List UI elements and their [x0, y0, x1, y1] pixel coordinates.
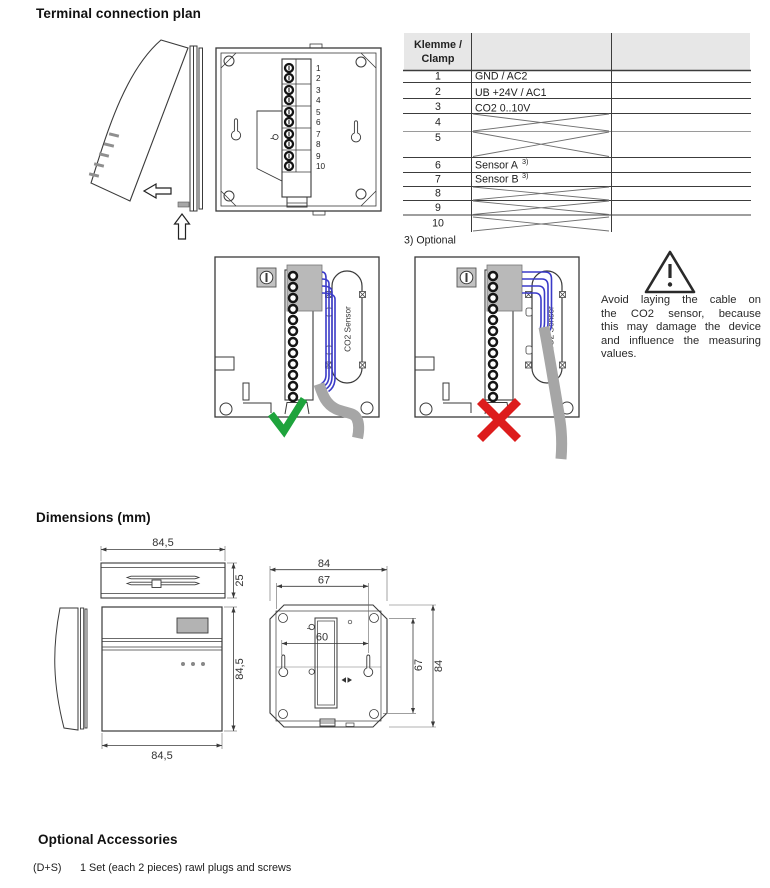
dim-label: 67 [317, 574, 331, 587]
accessory-item [33, 862, 291, 874]
table-cell: 5 [435, 132, 441, 144]
device-views [55, 563, 225, 731]
dim-label: 84 [433, 659, 445, 673]
table-cell: Sensor A [475, 159, 518, 172]
table-cell: UB +24V / AC1 [475, 87, 547, 99]
rotary-switch [457, 268, 476, 287]
table-header: Clamp [421, 53, 455, 65]
accessory-description: 1 Set (each 2 pieces) rawl plugs and screws [80, 862, 292, 874]
detach-direction-arrow-icon [144, 184, 171, 198]
dimensions-backplate-view [246, 543, 458, 773]
terminal-number: 4 [316, 96, 321, 105]
terminal-number: 10 [316, 162, 326, 171]
terminal-number: 8 [316, 140, 321, 149]
dim-label: 84,5 [152, 537, 174, 549]
wall-plate-edge [190, 46, 203, 211]
cover-outline [91, 40, 188, 201]
table-signal-labels [475, 71, 547, 186]
accessory-code: (D+S) [33, 862, 62, 874]
section-title-terminal: Terminal connection plan [36, 6, 201, 21]
dim-label: 67 [413, 658, 425, 672]
table-cell: 1 [435, 70, 441, 83]
footnote-marker: 3) [522, 171, 529, 180]
rotary-switch [257, 268, 276, 287]
co2-sensor-label: CO2 Sensor [545, 306, 556, 352]
table-cell: 6 [435, 159, 441, 172]
warning-line: this may damage the device [601, 321, 761, 334]
terminal-number: 7 [316, 130, 321, 139]
backplate-drawing [270, 605, 387, 727]
table-cell: 10 [432, 217, 444, 230]
dim-label: 84,5 [234, 658, 246, 680]
table-cell: CO2 0..10V [475, 102, 531, 115]
table-clamp-numbers [432, 71, 444, 230]
terminal-number: 2 [316, 74, 321, 83]
terminal-table [403, 33, 755, 249]
release-direction-arrow-icon [175, 214, 190, 239]
footnote-marker: 3) [522, 157, 529, 166]
display-window [177, 618, 208, 633]
device-cover-diagram [58, 28, 224, 242]
dimensions-front-views [38, 533, 250, 775]
dim-label: 25 [234, 574, 246, 587]
terminal-number: 1 [316, 64, 321, 73]
warning-line: Avoid laying the cable on [601, 294, 761, 306]
plate-foot [178, 202, 189, 207]
table-cell: 7 [435, 173, 441, 186]
table-cell: 2 [435, 86, 441, 98]
table-cell: Sensor B [475, 173, 519, 186]
table-cell: 8 [435, 187, 441, 200]
section-title-dimensions: Dimensions (mm) [36, 510, 151, 525]
dim-label: 84 [317, 558, 331, 570]
wiring-diagram-wrong [414, 253, 590, 465]
warning-text [601, 294, 761, 362]
table-cell: 4 [435, 116, 441, 129]
table-header: Klemme / [413, 39, 463, 51]
table-footnote: 3) Optional [404, 234, 456, 247]
backplate-body [216, 44, 381, 215]
warning-triangle-icon [642, 247, 698, 297]
table-cell: 9 [435, 202, 441, 214]
table-cell: GND / AC2 [475, 70, 528, 83]
table-cell: 3 [435, 101, 441, 113]
terminal-number: 5 [316, 108, 321, 117]
section-title-accessories: Optional Accessories [38, 832, 178, 847]
wiring-diagram-correct [214, 253, 390, 463]
terminal-number: 6 [316, 118, 321, 127]
co2-sensor-label: CO2 Sensor [342, 306, 353, 352]
terminal-number: 9 [316, 152, 321, 161]
warning-line: values. [601, 348, 637, 361]
terminal-number: 3 [316, 86, 321, 95]
dim-label: 60 [315, 631, 329, 644]
warning-line: the CO2 sensor, because [601, 307, 761, 320]
warning-line: and influence the measuring [601, 334, 761, 347]
backplate-diagram [213, 37, 393, 229]
dim-label: 84,5 [151, 750, 173, 762]
